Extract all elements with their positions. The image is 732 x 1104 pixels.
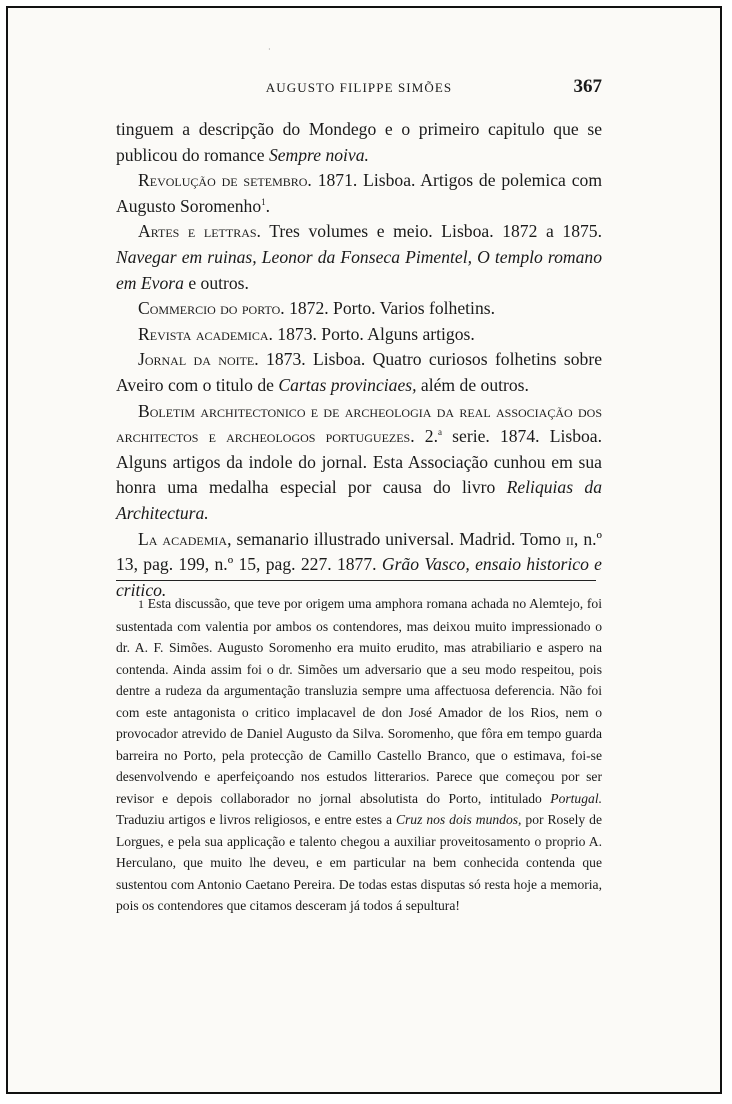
entry-title: Revista academica. [138, 323, 273, 344]
page-number: 367 [573, 76, 602, 97]
entry-academia: La academia, semanario illustrado universal. Madrid. Tomo ii, n.º 13, pag. 199, n.º 15, pag. 227. 1877. Grão Vasco, ensaio historico e critico. [116, 528, 602, 600]
footnote-rule [116, 580, 596, 581]
page-header [116, 76, 602, 102]
ink-speck: · [268, 45, 271, 54]
entry-revolucao: Revolução de setembro. 1871. Lisboa. Artigos de polemica com Augusto Soromenho$^1$. [116, 170, 602, 216]
footnote-marker: 1 [138, 597, 144, 611]
entry-revista: Revista academica. 1873. Porto. Alguns artigos. [138, 323, 475, 344]
continued-paragraph: tinguem a descripção do Mondego e o primeiro capitulo que se publicou do romance Sempre noiva. [116, 119, 602, 165]
entry-boletim: Boletim architectonico e de archeologia da real associação dos architectos e archeologos portuguezes. 2.$^a$ serie. 1874. Lisboa. Alguns artigos da indole do jornal. Esta Associação cunhou em sua honra uma medalha especial por causa do livro Reliquias da Architectura. [116, 400, 602, 523]
entry-title: La academia, [138, 528, 232, 549]
entry-title: Boletim architectonico e de archeologia da real associação dos architectos e archeologos portuguezes. [116, 400, 602, 447]
entry-title: Jornal da noite. [138, 349, 259, 370]
running-title: AUGUSTO FILIPPE SIMÕES [265, 80, 453, 95]
footnote: 1 Esta discussão, que teve por origem uma amphora romana achada no Alemtejo, foi sustentada com valentia por ambos os contendores, mas deixou muito impressionado o dr. A. F. Simões. Augusto Soromenho era muito erudito, mas atrabiliario e aspero na contenda. Ainda assim foi o dr. Simões um adversario que a seu modo respeitou, pois dentre a rudeza da argumentação transluzia sempre uma affectuosa deferencia. Não foi com este antagonista o critico implacavel de don José Amador de los Rios, nem o provocador atrevido de Daniel Augusto da Silva. Soromenho, que fôra em tempo guarda barreira no Porto, pela protecção de Camillo Castello Branco, que o estimava, foi-se desenvolvendo e aperfeiçoando nos estudos litterarios. Parece que começou por ser revisor e depois collaborador no jornal absolutista do Porto, intitulado Portugal. Traduziu artigos e livros religiosos, e entre estes a Cruz nos dois mundos, por Rosely de Lorgues, e pela sua applicação e talento chegou a auxiliar proveitosamento o proprio A. Herculano, que muito lhe deveu, e em particular na bem conhecida contenda que sustentou com Antonio Caetano Pereira. De todas estas disputas só resta hoje a memoria, pois os contendores que citamos desceram já todos á sepultura! [116, 596, 602, 913]
footnote-ref: 1 [261, 196, 266, 207]
entry-commercio: Commercio do porto. 1872. Porto. Varios folhetins. [138, 298, 495, 319]
entry-jornal: Jornal da noite. 1873. Lisboa. Quatro curiosos folhetins sobre Aveiro com o titulo de Cartas provinciaes, além de outros. [116, 349, 602, 395]
entry-title: Commercio do porto. [138, 298, 285, 319]
entry-title: Revolução de setembro. [138, 170, 312, 191]
entry-title: Artes e lettras. [138, 221, 261, 242]
entry-artes: Artes e lettras. Tres volumes e meio. Lisboa. 1872 a 1875. Navegar em ruinas, Leonor da Fonseca Pimentel, O templo romano em Evora e outros. [116, 221, 602, 293]
main-text [116, 117, 602, 603]
